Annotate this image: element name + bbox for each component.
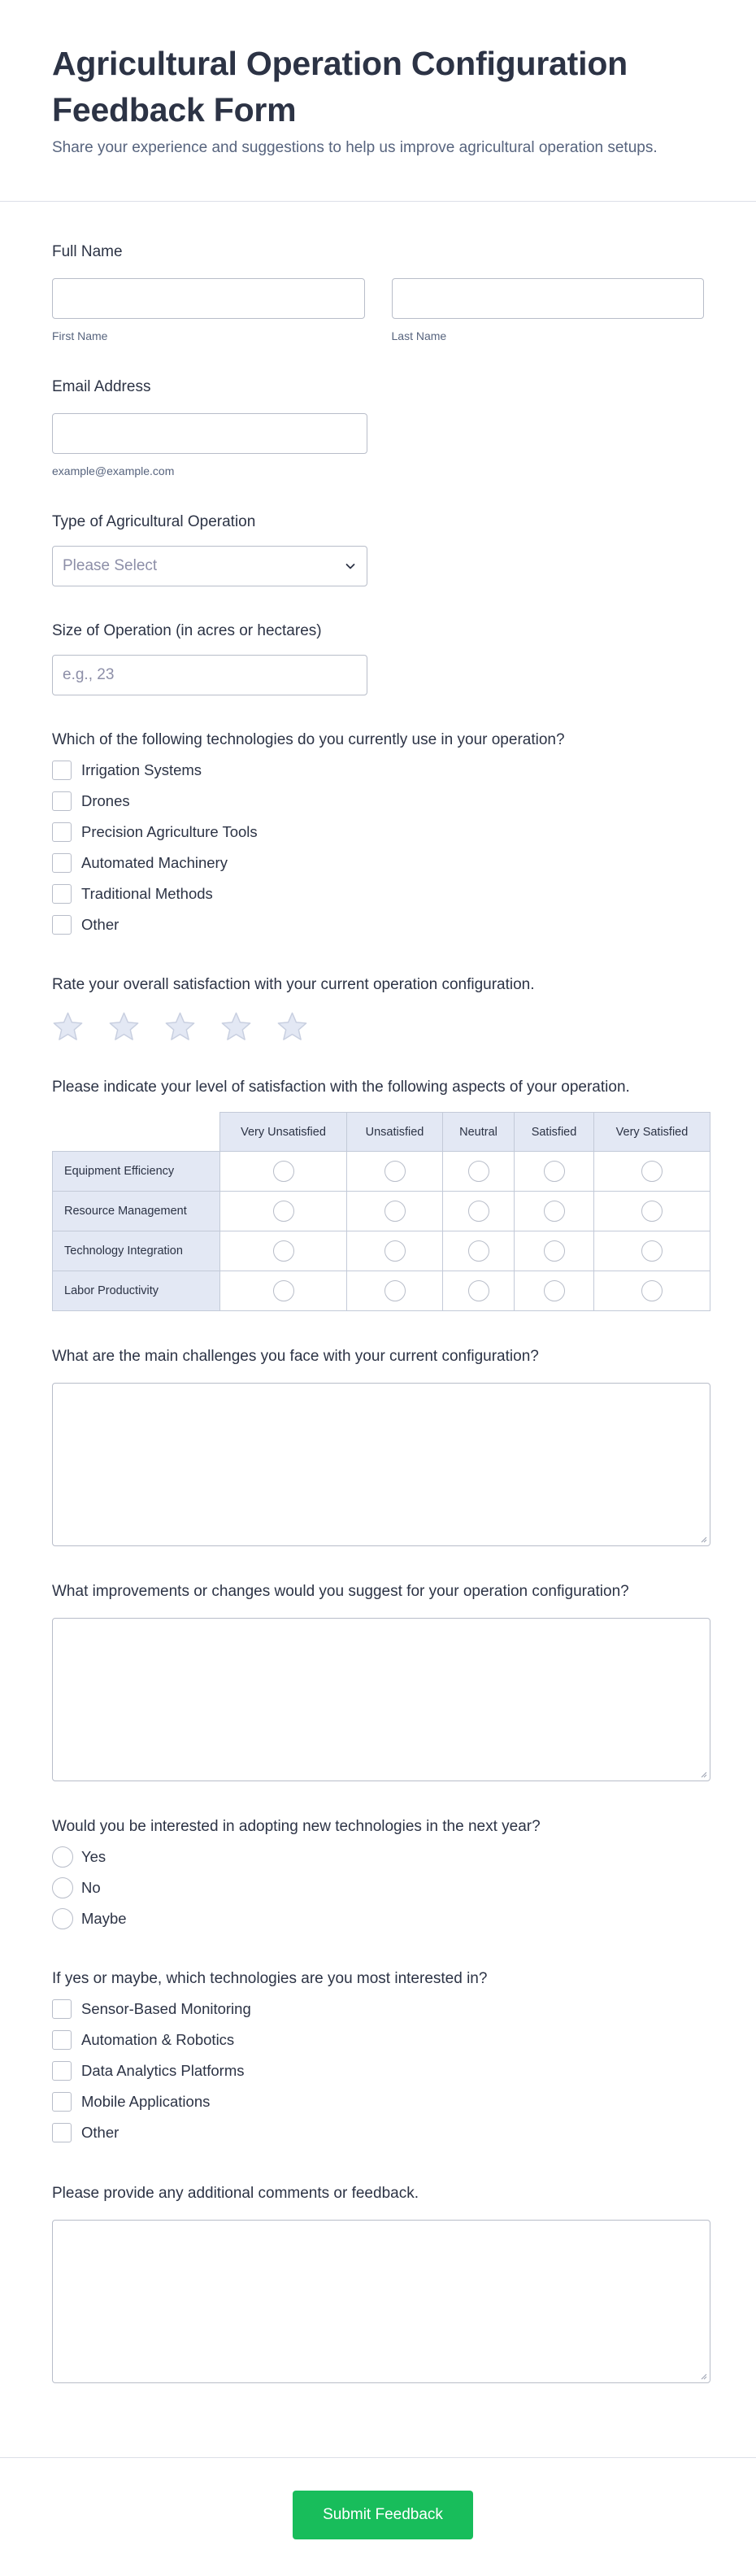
matrix-radio[interactable] xyxy=(273,1240,294,1262)
technology-option[interactable] xyxy=(52,786,704,817)
matrix-row-label: Technology Integration xyxy=(53,1231,220,1271)
email-field xyxy=(52,377,704,477)
checkbox[interactable] xyxy=(52,2092,72,2112)
last-name-input[interactable] xyxy=(392,278,705,319)
checkbox[interactable] xyxy=(52,1999,72,2019)
email-sublabel: example@example.com xyxy=(52,464,175,477)
operation-type-field xyxy=(52,512,704,586)
checkbox[interactable] xyxy=(52,2061,72,2081)
matrix-label: Please indicate your level of satisfaction with the following aspects of your operation. xyxy=(52,1079,630,1096)
operation-size-field xyxy=(52,621,704,695)
matrix-radio[interactable] xyxy=(641,1240,663,1262)
technology-option[interactable] xyxy=(52,817,704,848)
form-content xyxy=(0,242,756,2383)
star-icon[interactable] xyxy=(220,1011,252,1043)
technology-option[interactable] xyxy=(52,755,704,786)
checkbox[interactable] xyxy=(52,761,72,780)
interested-option[interactable] xyxy=(52,2086,704,2117)
resize-grip-icon[interactable] xyxy=(699,1535,707,1543)
adopt-option[interactable] xyxy=(52,1903,704,1934)
operation-size-label: Size of Operation (in acres or hectares) xyxy=(52,622,322,639)
comments-textarea[interactable] xyxy=(52,2220,710,2383)
technology-option[interactable] xyxy=(52,878,704,909)
operation-type-label: Type of Agricultural Operation xyxy=(52,513,256,530)
matrix-radio[interactable] xyxy=(468,1161,489,1182)
checkbox[interactable] xyxy=(52,884,72,904)
email-input[interactable] xyxy=(52,413,367,454)
checkbox[interactable] xyxy=(52,853,72,873)
first-name-input[interactable] xyxy=(52,278,365,319)
option-label: Yes xyxy=(81,1848,106,1865)
matrix-radio[interactable] xyxy=(641,1201,663,1222)
adopt-option[interactable] xyxy=(52,1872,704,1903)
radio[interactable] xyxy=(52,1908,73,1929)
operation-type-selected: Please Select xyxy=(63,557,158,574)
star-icon[interactable] xyxy=(276,1011,308,1043)
table-row xyxy=(53,1271,710,1311)
challenges-label: What are the main challenges you face with your current configuration? xyxy=(52,1348,539,1365)
first-name-sublabel: First Name xyxy=(52,329,108,342)
matrix-column-header: Satisfied xyxy=(515,1113,594,1152)
matrix-radio[interactable] xyxy=(385,1280,406,1301)
matrix-radio[interactable] xyxy=(273,1161,294,1182)
matrix-radio[interactable] xyxy=(468,1201,489,1222)
matrix-radio[interactable] xyxy=(544,1201,565,1222)
form-subtitle: Share your experience and suggestions to help us improve agricultural operation setups. xyxy=(52,139,658,156)
matrix-radio[interactable] xyxy=(273,1280,294,1301)
option-label: Mobile Applications xyxy=(81,2093,211,2110)
chevron-down-icon xyxy=(344,560,357,573)
adopt-label: Would you be interested in adopting new technologies in the next year? xyxy=(52,1818,541,1835)
option-label: Automated Machinery xyxy=(81,854,228,871)
star-icon[interactable] xyxy=(108,1011,140,1043)
submit-button[interactable]: Submit Feedback xyxy=(293,2491,473,2539)
matrix-radio[interactable] xyxy=(468,1280,489,1301)
last-name-sublabel: Last Name xyxy=(391,329,447,342)
adopt-field xyxy=(52,1817,704,1934)
radio[interactable] xyxy=(52,1846,73,1868)
checkbox[interactable] xyxy=(52,915,72,935)
interested-field xyxy=(52,1969,704,2148)
interested-option[interactable] xyxy=(52,1994,704,2025)
matrix-radio[interactable] xyxy=(544,1161,565,1182)
matrix-row-label: Equipment Efficiency xyxy=(53,1152,220,1192)
option-label: Precision Agriculture Tools xyxy=(81,823,258,840)
matrix-radio[interactable] xyxy=(385,1161,406,1182)
matrix-radio[interactable] xyxy=(385,1240,406,1262)
option-label: Other xyxy=(81,916,119,933)
form-footer xyxy=(0,2457,756,2576)
option-label: No xyxy=(81,1879,101,1896)
matrix-column-header: Very Unsatisfied xyxy=(220,1113,347,1152)
comments-field xyxy=(52,2184,704,2383)
checkbox[interactable] xyxy=(52,791,72,811)
matrix-radio[interactable] xyxy=(641,1161,663,1182)
star-icon[interactable] xyxy=(164,1011,196,1043)
full-name-field xyxy=(52,242,704,342)
matrix-radio[interactable] xyxy=(468,1240,489,1262)
challenges-field xyxy=(52,1347,704,1546)
matrix-radio[interactable] xyxy=(544,1240,565,1262)
option-label: Sensor-Based Monitoring xyxy=(81,2000,251,2017)
resize-grip-icon[interactable] xyxy=(699,2372,707,2380)
table-row xyxy=(53,1192,710,1231)
matrix-corner xyxy=(53,1113,220,1152)
matrix-row-label: Labor Productivity xyxy=(53,1271,220,1311)
email-label: Email Address xyxy=(52,378,151,395)
comments-label: Please provide any additional comments or feedback. xyxy=(52,2185,419,2202)
rating-field xyxy=(52,975,704,1043)
interested-label: If yes or maybe, which technologies are you most interested in? xyxy=(52,1970,488,1987)
matrix-field xyxy=(52,1078,704,1311)
matrix-column-header: Neutral xyxy=(443,1113,515,1152)
matrix-radio[interactable] xyxy=(641,1280,663,1301)
satisfaction-matrix xyxy=(52,1112,710,1311)
form-header xyxy=(0,0,756,202)
technology-option[interactable] xyxy=(52,909,704,940)
star-icon[interactable] xyxy=(52,1011,84,1043)
operation-size-input[interactable] xyxy=(52,655,367,695)
matrix-radio[interactable] xyxy=(544,1280,565,1301)
form-title: Agricultural Operation Configuration Feedback Form xyxy=(52,45,628,129)
adopt-option[interactable] xyxy=(52,1842,704,1872)
option-label: Other xyxy=(81,2124,119,2141)
resize-grip-icon[interactable] xyxy=(699,1770,707,1778)
rating-label: Rate your overall satisfaction with your current operation configuration. xyxy=(52,976,535,993)
checkbox[interactable] xyxy=(52,2123,72,2142)
interested-option[interactable] xyxy=(52,2117,704,2148)
option-label: Automation & Robotics xyxy=(81,2031,235,2048)
improvements-label: What improvements or changes would you suggest for your operation configuration? xyxy=(52,1583,629,1600)
improvements-field xyxy=(52,1582,704,1781)
option-label: Maybe xyxy=(81,1910,127,1927)
matrix-row-label: Resource Management xyxy=(53,1192,220,1231)
matrix-column-header: Very Satisfied xyxy=(594,1113,710,1152)
operation-type-select[interactable] xyxy=(52,546,367,586)
table-row xyxy=(53,1152,710,1192)
improvements-textarea[interactable] xyxy=(52,1618,710,1781)
checkbox[interactable] xyxy=(52,2030,72,2050)
technologies-label: Which of the following technologies do you currently use in your operation? xyxy=(52,731,565,748)
interested-option[interactable] xyxy=(52,2025,704,2055)
option-label: Data Analytics Platforms xyxy=(81,2062,245,2079)
matrix-radio[interactable] xyxy=(273,1201,294,1222)
matrix-radio[interactable] xyxy=(385,1201,406,1222)
operation-size-placeholder: e.g., 23 xyxy=(63,666,115,683)
option-label: Traditional Methods xyxy=(81,885,213,902)
challenges-textarea[interactable] xyxy=(52,1383,710,1546)
interested-option[interactable] xyxy=(52,2055,704,2086)
table-row xyxy=(53,1231,710,1271)
star-rating xyxy=(52,1011,704,1043)
option-label: Irrigation Systems xyxy=(81,761,202,778)
radio[interactable] xyxy=(52,1877,73,1898)
option-label: Drones xyxy=(81,792,130,809)
checkbox[interactable] xyxy=(52,822,72,842)
technology-option[interactable] xyxy=(52,848,704,878)
matrix-column-header: Unsatisfied xyxy=(347,1113,443,1152)
full-name-label: Full Name xyxy=(52,243,123,260)
technologies-field xyxy=(52,730,704,940)
